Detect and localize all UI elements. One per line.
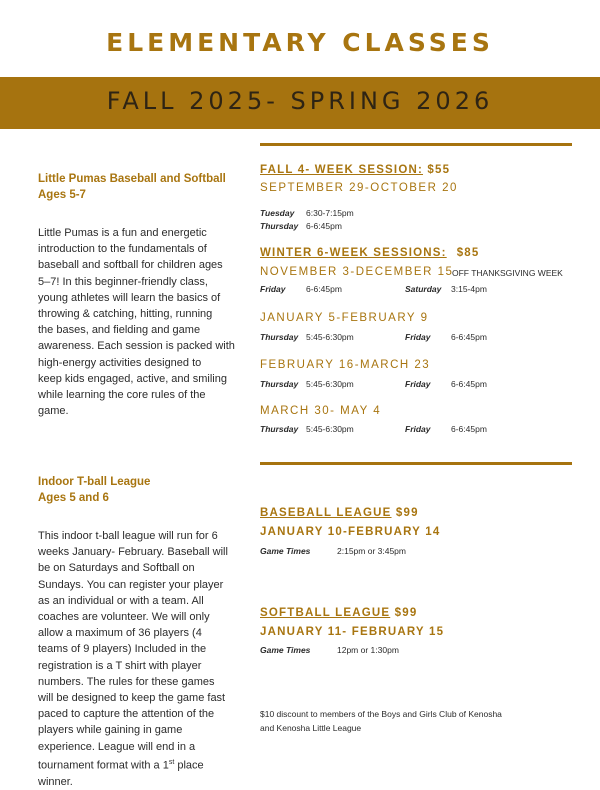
winter-1-day-1: Friday <box>260 284 286 294</box>
winter-2-time-1: 5:45-6:30pm <box>306 332 354 342</box>
middle-divider <box>260 462 572 465</box>
tball-line: coaches are volunteer. We will only <box>38 611 210 624</box>
pumas-line: the bases, and fielding and game <box>38 324 201 337</box>
tball-line: weeks January- February. Baseball will <box>38 546 228 559</box>
baseball-date-range: JANUARY 10-FEBRUARY 14 <box>260 526 441 538</box>
tball-line: players while gaining in game <box>38 724 183 737</box>
tball-line <box>38 755 260 774</box>
baseball-game-times-label: Game Times <box>260 546 311 556</box>
winter-4-time-1: 5:45-6:30pm <box>306 424 354 434</box>
baseball-league-price: $99 <box>391 507 419 519</box>
softball-league-title <box>260 607 417 619</box>
tball-section <box>38 474 260 790</box>
winter-1-day-2: Saturday <box>405 284 442 294</box>
tball-line: numbers. The rules for these games <box>38 675 215 688</box>
tball-line: allow a maximum of 36 players (4 <box>38 627 202 640</box>
pumas-line: baseball and softball for children ages <box>38 259 223 272</box>
fall-day-1: Tuesday <box>260 208 295 218</box>
pumas-description <box>38 225 260 419</box>
discount-note <box>260 707 502 735</box>
pumas-line: 5–7! In this beginner-friendly class, <box>38 275 208 288</box>
winter-1-time-2: 3:15-4pm <box>451 284 487 294</box>
pumas-line: high-energy activities designed to <box>38 356 202 369</box>
pumas-line: awareness. Each session is packed with <box>38 340 235 353</box>
pumas-line: young athletes will learn the basics of <box>38 291 221 304</box>
winter-4-day-1: Thursday <box>260 424 299 434</box>
winter-2-day-1: Thursday <box>260 332 299 342</box>
fall-date-range: SEPTEMBER 29-OCTOBER 20 <box>260 182 458 194</box>
winter-range-1: NOVEMBER 3-DECEMBER 15 <box>260 266 454 278</box>
tball-line: This indoor t-ball league will run for 6 <box>38 530 218 542</box>
page-title: ELEMENTARY CLASSES <box>106 28 494 57</box>
winter-session-title <box>260 247 480 259</box>
tball-line-end: place <box>174 759 204 772</box>
winter-2-day-2: Friday <box>405 332 431 342</box>
winter-2-time-2: 6-6:45pm <box>451 332 487 342</box>
fall-time-1: 6:30-7:15pm <box>306 208 354 218</box>
softball-league-label: SOFTBALL LEAGUE <box>260 607 391 619</box>
tball-line-start: tournament format with a 1 <box>38 759 169 772</box>
pumas-line: throwing & catching, hitting, running <box>38 308 213 321</box>
tball-line: experience. League will end in a <box>38 740 196 753</box>
fall-session-title <box>260 164 450 176</box>
pumas-heading: Little Pumas Baseball and Softball <box>38 173 226 185</box>
season-banner-text: FALL 2025- SPRING 2026 <box>106 87 494 115</box>
pumas-line: Little Pumas is a fun and energetic <box>38 227 207 239</box>
winter-3-day-2: Friday <box>405 379 431 389</box>
winter-3-time-2: 6-6:45pm <box>451 379 487 389</box>
tball-line: will be designed to keep the game fast <box>38 692 226 705</box>
winter-3-day-1: Thursday <box>260 379 299 389</box>
winter-range-4: MARCH 30- MAY 4 <box>260 405 382 417</box>
softball-date-range: JANUARY 11- FEBRUARY 15 <box>260 626 445 638</box>
winter-1-time-1: 6-6:45pm <box>306 284 342 294</box>
pumas-line: introduction to the fundamentals of <box>38 243 207 256</box>
tball-heading: Indoor T-ball League <box>38 476 151 488</box>
softball-game-times-value: 12pm or 1:30pm <box>337 645 399 655</box>
tball-line: be on Saturdays and Softball on <box>38 562 195 575</box>
softball-game-times-label: Game Times <box>260 645 311 655</box>
discount-line-2: and Kenosha Little League <box>260 723 362 733</box>
tball-line: as an individual or with a team. All <box>38 594 204 607</box>
winter-range-2: JANUARY 5-FEBRUARY 9 <box>260 312 429 324</box>
tball-ages: Ages 5 and 6 <box>38 492 109 504</box>
baseball-league-title <box>260 507 419 519</box>
season-banner <box>0 77 600 129</box>
softball-league-price: $99 <box>390 607 418 619</box>
winter-4-day-2: Friday <box>405 424 431 434</box>
fall-session-price: $55 <box>423 164 451 176</box>
pumas-section <box>38 171 260 419</box>
winter-session-price: $85 <box>456 247 480 259</box>
pumas-line: game. <box>38 405 69 418</box>
baseball-game-times-value: 2:15pm or 3:45pm <box>337 546 406 556</box>
top-divider <box>260 143 572 146</box>
thanksgiving-note: OFF THANKSGIVING WEEK <box>452 268 563 278</box>
winter-4-time-2: 6-6:45pm <box>451 424 487 434</box>
tball-line: Sundays. You can register your player <box>38 578 224 591</box>
fall-session-label: FALL 4- WEEK SESSION: <box>260 164 424 176</box>
tball-description <box>38 528 260 790</box>
tball-line: registration is a T shirt with player <box>38 659 202 672</box>
tball-line: teams of 9 players) Included in the <box>38 643 207 656</box>
tball-line-sup: st <box>168 758 175 766</box>
pumas-ages: Ages 5-7 <box>38 189 86 201</box>
fall-day-2: Thursday <box>260 221 299 231</box>
baseball-league-label: BASEBALL LEAGUE <box>260 507 392 519</box>
pumas-line: while learning the core rules of the <box>38 389 206 402</box>
tball-line: paced to capture the attention of the <box>38 708 215 721</box>
tball-line: winner. <box>38 775 73 788</box>
winter-range-3: FEBRUARY 16-MARCH 23 <box>260 359 431 371</box>
winter-session-label: WINTER 6-WEEK SESSIONS: <box>260 247 447 259</box>
winter-3-time-1: 5:45-6:30pm <box>306 379 354 389</box>
fall-time-2: 6-6:45pm <box>306 221 342 231</box>
pumas-line: keep kids engaged, active, and smiling <box>38 372 227 385</box>
discount-line-1: $10 discount to members of the Boys and Girls Club of Kenosha <box>260 709 502 719</box>
